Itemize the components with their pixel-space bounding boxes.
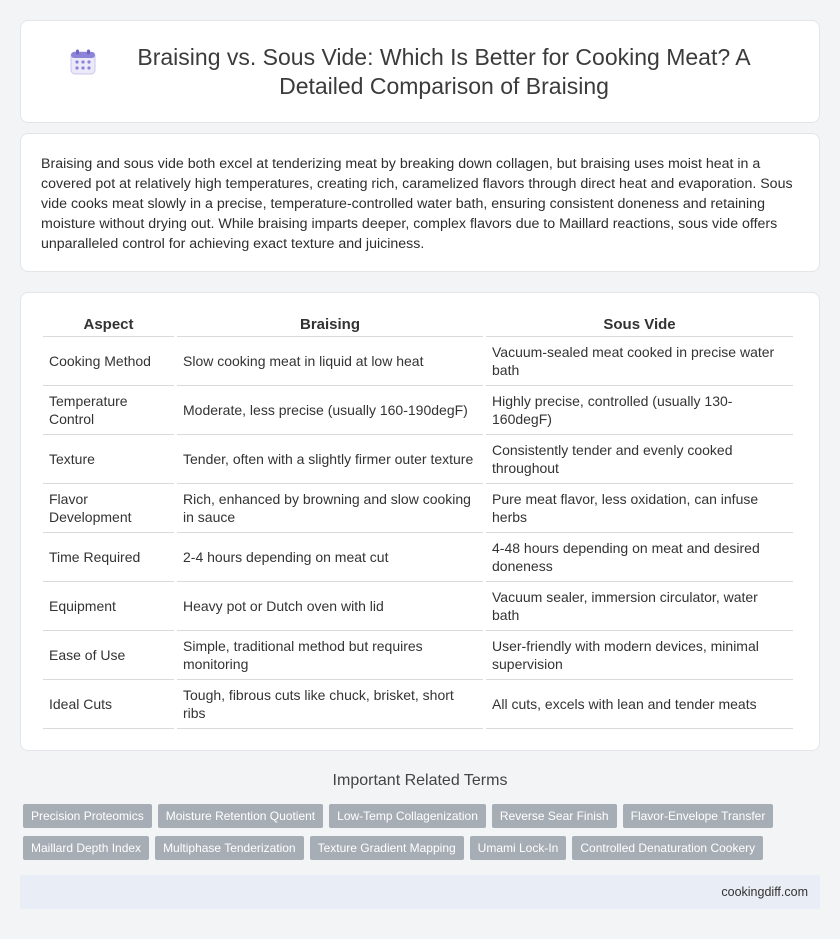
related-term-tag[interactable]: Flavor-Envelope Transfer bbox=[623, 804, 774, 828]
related-term-tag[interactable]: Moisture Retention Quotient bbox=[158, 804, 323, 828]
cell-aspect: Ideal Cuts bbox=[43, 680, 174, 729]
summary-card bbox=[20, 133, 820, 272]
cell-aspect: Temperature Control bbox=[43, 386, 174, 435]
cell-aspect: Time Required bbox=[43, 533, 174, 582]
title-card bbox=[20, 20, 820, 123]
cell-sous-vide: All cuts, excels with lean and tender meats bbox=[486, 680, 793, 729]
footer bbox=[20, 875, 820, 909]
cell-braising: Heavy pot or Dutch oven with lid bbox=[177, 582, 483, 631]
cell-sous-vide: Vacuum sealer, immersion circulator, water bath bbox=[486, 582, 793, 631]
cell-aspect: Equipment bbox=[43, 582, 174, 631]
related-term-tag[interactable]: Reverse Sear Finish bbox=[492, 804, 617, 828]
header-braising: Braising bbox=[177, 311, 483, 337]
header-aspect: Aspect bbox=[43, 311, 174, 337]
summary-paragraph: Braising and sous vide both excel at tenderizing meat by breaking down collagen, but braising uses moist heat in a covered pot at relatively high temperatures, creating rich, caramelized flavors through direct heat and evaporation. Sous vide cooks meat slowly in a precise, temperature-controlled water bath, ensuring consistent doneness and retaining moisture without drying out. While braising imparts deeper, complex flavors due to Maillard reactions, sous vide offers unparalleled control for achieving exact texture and juiciness. bbox=[41, 156, 793, 252]
cell-sous-vide: Highly precise, controlled (usually 130-160degF) bbox=[486, 386, 793, 435]
related-term-tag[interactable]: Texture Gradient Mapping bbox=[310, 836, 464, 860]
tag-row bbox=[23, 836, 813, 860]
title-wrap bbox=[70, 43, 770, 101]
cell-braising: Moderate, less precise (usually 160-190degF) bbox=[177, 386, 483, 435]
table-row bbox=[43, 337, 793, 386]
table-row bbox=[43, 484, 793, 533]
cell-aspect: Ease of Use bbox=[43, 631, 174, 680]
cell-aspect: Flavor Development bbox=[43, 484, 174, 533]
table-row bbox=[43, 680, 793, 729]
cell-braising: Simple, traditional method but requires monitoring bbox=[177, 631, 483, 680]
cell-aspect: Cooking Method bbox=[43, 337, 174, 386]
related-term-tag[interactable]: Low-Temp Collagenization bbox=[329, 804, 486, 828]
table-row bbox=[43, 435, 793, 484]
header-sous-vide: Sous Vide bbox=[486, 311, 793, 337]
cell-sous-vide: 4-48 hours depending on meat and desired doneness bbox=[486, 533, 793, 582]
cell-sous-vide: Consistently tender and evenly cooked throughout bbox=[486, 435, 793, 484]
comparison-table bbox=[40, 311, 796, 729]
cell-braising: Rich, enhanced by browning and slow cooking in sauce bbox=[177, 484, 483, 533]
table-row bbox=[43, 386, 793, 435]
comparison-card bbox=[20, 292, 820, 751]
table-row bbox=[43, 533, 793, 582]
table-row bbox=[43, 631, 793, 680]
cell-braising: Tender, often with a slightly firmer outer texture bbox=[177, 435, 483, 484]
cell-sous-vide: Vacuum-sealed meat cooked in precise water bath bbox=[486, 337, 793, 386]
related-term-tag[interactable]: Controlled Denaturation Cookery bbox=[572, 836, 763, 860]
table-row bbox=[43, 582, 793, 631]
page-title: Braising vs. Sous Vide: Which Is Better for Cooking Meat? A Detailed Comparison of Braising bbox=[137, 43, 751, 99]
cell-braising: Tough, fibrous cuts like chuck, brisket, short ribs bbox=[177, 680, 483, 729]
cell-braising: 2-4 hours depending on meat cut bbox=[177, 533, 483, 582]
related-term-tag[interactable]: Maillard Depth Index bbox=[23, 836, 149, 860]
cell-sous-vide: User-friendly with modern devices, minimal supervision bbox=[486, 631, 793, 680]
related-term-tag[interactable]: Multiphase Tenderization bbox=[155, 836, 304, 860]
related-terms-list bbox=[23, 804, 813, 868]
table-header-row bbox=[43, 311, 793, 337]
related-term-tag[interactable]: Umami Lock-In bbox=[470, 836, 567, 860]
footer-site-link[interactable]: cookingdiff.com bbox=[721, 885, 808, 899]
tag-row bbox=[23, 804, 813, 828]
cell-sous-vide: Pure meat flavor, less oxidation, can infuse herbs bbox=[486, 484, 793, 533]
related-term-tag[interactable]: Precision Proteomics bbox=[23, 804, 152, 828]
related-terms-heading: Important Related Terms bbox=[332, 772, 508, 789]
calendar-icon bbox=[70, 49, 96, 75]
cell-aspect: Texture bbox=[43, 435, 174, 484]
cell-braising: Slow cooking meat in liquid at low heat bbox=[177, 337, 483, 386]
